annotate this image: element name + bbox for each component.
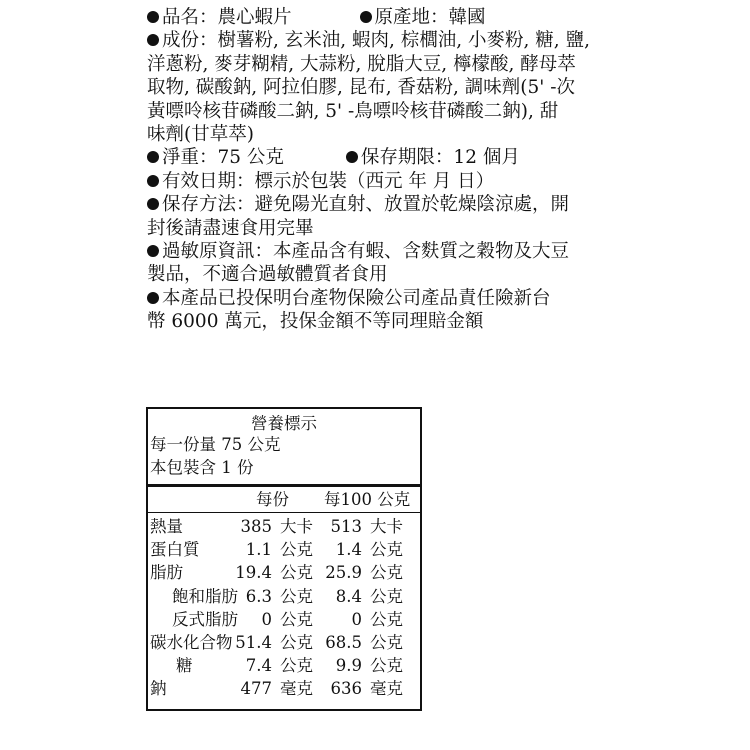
value-per-100g: 636	[330, 679, 362, 699]
unit-per-100g: 公克	[370, 656, 403, 676]
unit-per-serving: 大卡	[280, 517, 313, 536]
servings-per-package: 本包裝含 1 份	[150, 458, 254, 477]
net-weight: 淨重：75 公克	[162, 147, 284, 169]
value-per-100g: 513	[330, 517, 362, 536]
nutrient-name: 飽和脂肪	[172, 586, 238, 606]
value-per-serving: 0	[261, 609, 272, 629]
ingredients-line: 黃嘌呤核苷磷酸二鈉, 5' -鳥嘌呤核苷磷酸二鈉), 甜	[147, 100, 559, 122]
unit-per-serving: 公克	[280, 586, 313, 606]
table-row	[148, 516, 420, 539]
bullet-icon	[147, 151, 159, 163]
nutrient-rows	[148, 516, 420, 702]
storage-line: 保存方法：避免陽光直射、放置於乾燥陰涼處，開	[147, 193, 617, 216]
table-row	[148, 562, 420, 585]
insurance-line: 幣 6000 萬元，投保金額不等同理賠金額	[147, 311, 484, 333]
weight-shelf-line	[147, 146, 617, 169]
value-per-serving: 7.4	[245, 656, 272, 676]
value-per-100g: 1.4	[335, 540, 362, 560]
bullet-icon	[147, 11, 159, 23]
value-per-100g: 0	[351, 609, 362, 629]
unit-per-100g: 公克	[370, 586, 403, 606]
unit-per-serving: 毫克	[280, 679, 313, 699]
value-per-100g: 68.5	[325, 632, 362, 652]
bullet-icon	[147, 175, 159, 187]
nutrition-title: 營養標示	[251, 414, 317, 433]
product-label-text	[147, 6, 617, 334]
country-of-origin: 原產地：韓國	[374, 7, 486, 28]
unit-per-100g: 公克	[370, 563, 403, 583]
nutrient-name: 反式脂肪	[172, 609, 238, 629]
bullet-icon	[147, 198, 159, 210]
column-header-row	[148, 487, 420, 512]
table-divider	[148, 512, 420, 513]
allergen-line: 過敏原資訊：本產品含有蝦、含麩質之穀物及大豆	[147, 240, 617, 263]
value-per-serving: 19.4	[235, 563, 272, 583]
unit-per-100g: 大卡	[370, 517, 403, 536]
unit-per-serving: 公克	[280, 656, 313, 676]
value-per-100g: 25.9	[325, 563, 362, 583]
nutrient-name: 碳水化合物	[150, 632, 233, 652]
table-row	[148, 632, 420, 655]
ingredients-line: 洋蔥粉, 麥芽糊精, 大蒜粉, 脫脂大豆, 檸檬酸, 酵母萃	[147, 53, 576, 75]
ingredients-line: 成份：樹薯粉, 玄米油, 蝦肉, 棕櫚油, 小麥粉, 糖, 鹽,	[147, 29, 617, 52]
unit-per-serving: 公克	[280, 540, 313, 560]
col-header-per-serving: 每份	[256, 490, 289, 509]
unit-per-100g: 毫克	[370, 679, 403, 699]
bullet-icon	[147, 245, 159, 257]
unit-per-serving: 公克	[280, 632, 313, 652]
bullet-icon	[346, 151, 358, 163]
name-origin-line	[147, 6, 617, 29]
unit-per-serving: 公克	[280, 563, 313, 583]
bullet-icon	[147, 292, 159, 304]
unit-per-100g: 公克	[370, 632, 403, 652]
value-per-serving: 6.3	[245, 586, 272, 606]
table-row	[148, 539, 420, 562]
storage-line: 封後請盡速食用完畢	[147, 217, 314, 239]
nutrient-name: 脂肪	[150, 563, 183, 583]
serving-size: 每一份量 75 公克	[150, 435, 281, 454]
allergen-line: 製品，不適合過敏體質者食用	[147, 264, 388, 286]
expiry-line: 有效日期：標示於包裝（西元 年 月 日）	[147, 170, 617, 193]
bullet-icon	[147, 34, 159, 46]
ingredients-line: 取物, 碳酸鈉, 阿拉伯膠, 昆布, 香菇粉, 調味劑(5' -次	[147, 77, 576, 99]
table-row	[148, 609, 420, 632]
product-name: 品名：農心蝦片	[162, 7, 292, 28]
value-per-serving: 477	[240, 679, 272, 699]
shelf-life: 保存期限：12 個月	[360, 147, 520, 169]
unit-per-100g: 公克	[370, 609, 403, 629]
table-row	[148, 586, 420, 609]
nutrient-name: 熱量	[150, 517, 183, 536]
table-row	[148, 655, 420, 678]
nutrition-facts-table	[146, 407, 422, 711]
ingredients-line: 味劑(甘草萃)	[147, 124, 254, 146]
value-per-100g: 9.9	[335, 656, 362, 676]
value-per-100g: 8.4	[335, 586, 362, 606]
nutrient-name: 糖	[176, 656, 193, 676]
col-header-per-100g: 每100 公克	[324, 490, 411, 509]
table-row	[148, 678, 420, 701]
bullet-icon	[360, 11, 372, 23]
nutrient-name: 鈉	[150, 679, 167, 699]
insurance-line: 本產品已投保明台產物保險公司產品責任險新台	[147, 287, 617, 310]
unit-per-serving: 公克	[280, 609, 313, 629]
value-per-serving: 51.4	[235, 632, 272, 652]
value-per-serving: 1.1	[245, 540, 272, 560]
nutrient-name: 蛋白質	[150, 540, 200, 560]
value-per-serving: 385	[240, 517, 272, 536]
unit-per-100g: 公克	[370, 540, 403, 560]
